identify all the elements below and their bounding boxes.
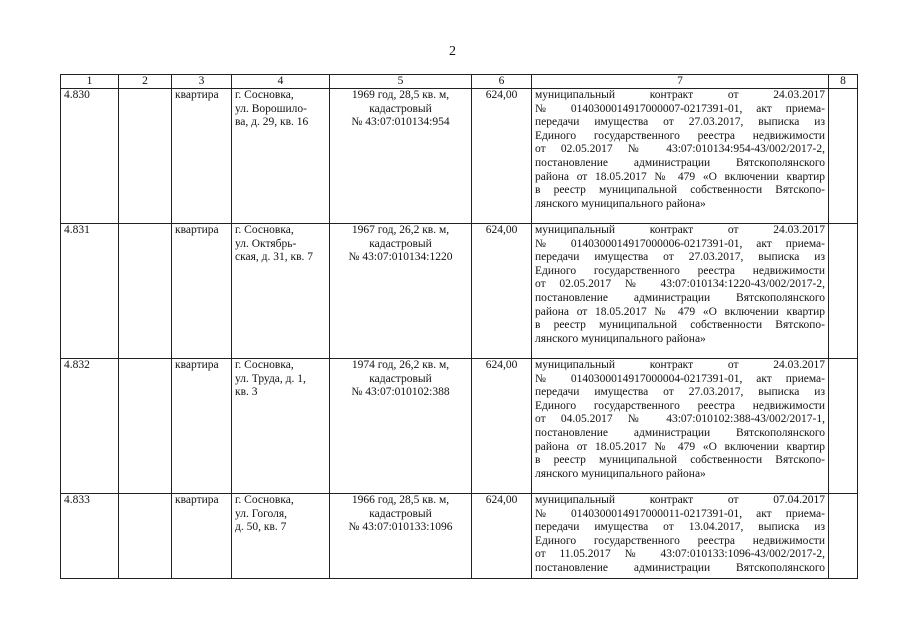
row-details xyxy=(330,224,472,359)
address-line: ва, д. 29, кв. 16 xyxy=(235,116,309,129)
details-line: № 43:07:010102:388 xyxy=(351,386,450,399)
row-details xyxy=(330,359,472,494)
details-line: кадастровый xyxy=(369,102,432,115)
details-line: кадастровый xyxy=(369,237,432,250)
details-line: 1969 год, 28,5 кв. м, xyxy=(351,89,450,101)
row-col2 xyxy=(119,494,172,579)
basis-line: № 0140300014917000006-0217391-01, акт приема- xyxy=(535,237,825,250)
basis-line: в реестр муниципальной собственности Вятскопо- xyxy=(535,184,825,197)
details-line: кадастровый xyxy=(369,507,432,520)
column-header-1: 1 xyxy=(61,75,119,89)
details-line: 1967 год, 26,2 кв. м, xyxy=(351,224,450,236)
table-row xyxy=(61,224,858,359)
row-type: квартира xyxy=(172,89,232,224)
row-address xyxy=(232,224,330,359)
column-header-4: 4 xyxy=(232,75,330,89)
row-basis xyxy=(532,89,829,224)
row-type: квартира xyxy=(172,494,232,579)
row-value: 624,00 xyxy=(472,359,532,494)
row-col2 xyxy=(119,224,172,359)
row-col8 xyxy=(829,359,858,494)
address-line: ул. Ворошило- xyxy=(235,102,307,115)
basis-line: постановление администрации Вятскополянского xyxy=(535,561,825,574)
row-col2 xyxy=(119,359,172,494)
details-line: № 43:07:010134:954 xyxy=(351,116,450,129)
row-number: 4.830 xyxy=(61,89,119,224)
row-col8 xyxy=(829,89,858,224)
page-number: 2 xyxy=(449,44,456,59)
property-registry-table xyxy=(60,74,858,579)
basis-line: района от 18.05.2017 № 479 «О включении квартир xyxy=(535,170,825,183)
address-line: д. 50, кв. 7 xyxy=(235,521,287,534)
basis-line: постановление администрации Вятскополянского xyxy=(535,426,825,439)
address-line: г. Сосновка, xyxy=(235,89,294,101)
row-details xyxy=(330,494,472,579)
row-address xyxy=(232,494,330,579)
basis-line: муниципальный контракт от 07.04.2017 xyxy=(535,494,825,506)
basis-line: района от 18.05.2017 № 479 «О включении квартир xyxy=(535,440,825,453)
table-row xyxy=(61,494,858,579)
basis-line: Единого государственного реестра недвижимости xyxy=(535,264,825,277)
address-line: ул. Труда, д. 1, xyxy=(235,372,306,385)
row-details xyxy=(330,89,472,224)
basis-line: постановление администрации Вятскополянского xyxy=(535,291,825,304)
details-line: № 43:07:010133:1096 xyxy=(348,521,453,534)
row-basis xyxy=(532,224,829,359)
basis-line: от 11.05.2017 № 43:07:010133:1096-43/002/2017-2, xyxy=(535,548,825,561)
address-line: г. Сосновка, xyxy=(235,224,294,236)
basis-line: передачи имущества от 27.03.2017, выписка из xyxy=(535,116,825,129)
basis-line: лянского муниципального района» xyxy=(535,197,706,210)
column-header-2: 2 xyxy=(119,75,172,89)
address-line: ул. Октябрь- xyxy=(235,237,297,250)
basis-line: № 0140300014917000007-0217391-01, акт приема- xyxy=(535,102,825,115)
details-line: 1974 год, 26,2 кв. м, xyxy=(351,359,450,371)
basis-line: от 04.05.2017 № 43:07:010102:388-43/002/2017-1, xyxy=(535,413,825,426)
column-header-6: 6 xyxy=(472,75,532,89)
address-line: г. Сосновка, xyxy=(235,359,294,371)
row-basis xyxy=(532,494,829,579)
column-number-row xyxy=(61,75,858,89)
basis-line: муниципальный контракт от 24.03.2017 xyxy=(535,224,825,236)
row-basis xyxy=(532,359,829,494)
table-row xyxy=(61,89,858,224)
row-type: квартира xyxy=(172,359,232,494)
column-header-5: 5 xyxy=(330,75,472,89)
basis-line: № 0140300014917000011-0217391-01, акт приема- xyxy=(535,507,825,520)
basis-line: передачи имущества от 27.03.2017, выписка из xyxy=(535,251,825,264)
column-header-3: 3 xyxy=(172,75,232,89)
basis-line: района от 18.05.2017 № 479 «О включении квартир xyxy=(535,305,825,318)
basis-line: от 02.05.2017 № 43:07:010134:1220-43/002/2017-2, xyxy=(535,278,825,291)
row-col8 xyxy=(829,224,858,359)
basis-line: муниципальный контракт от 24.03.2017 xyxy=(535,359,825,371)
row-value: 624,00 xyxy=(472,224,532,359)
basis-line: передачи имущества от 27.03.2017, выписка из xyxy=(535,386,825,399)
table-row xyxy=(61,359,858,494)
row-type: квартира xyxy=(172,224,232,359)
column-header-7: 7 xyxy=(532,75,829,89)
row-number: 4.832 xyxy=(61,359,119,494)
basis-line: постановление администрации Вятскополянского xyxy=(535,156,825,169)
basis-line: передачи имущества от 13.04.2017, выписка из xyxy=(535,521,825,534)
details-line: кадастровый xyxy=(369,372,432,385)
row-value: 624,00 xyxy=(472,494,532,579)
basis-line: лянского муниципального района» xyxy=(535,467,706,480)
details-line: № 43:07:010134:1220 xyxy=(348,251,453,264)
basis-line: Единого государственного реестра недвижимости xyxy=(535,534,825,547)
row-address xyxy=(232,359,330,494)
address-line: кв. 3 xyxy=(235,386,258,399)
basis-line: Единого государственного реестра недвижимости xyxy=(535,399,825,412)
basis-line: Единого государственного реестра недвижимости xyxy=(535,129,825,142)
basis-line: в реестр муниципальной собственности Вятскопо- xyxy=(535,454,825,467)
details-line: 1966 год, 28,5 кв. м, xyxy=(351,494,450,506)
basis-line: в реестр муниципальной собственности Вятскопо- xyxy=(535,319,825,332)
row-col8 xyxy=(829,494,858,579)
address-line: ул. Гоголя, xyxy=(235,507,288,520)
basis-line: муниципальный контракт от 24.03.2017 xyxy=(535,89,825,101)
row-address xyxy=(232,89,330,224)
row-number: 4.831 xyxy=(61,224,119,359)
row-col2 xyxy=(119,89,172,224)
address-line: ская, д. 31, кв. 7 xyxy=(235,251,314,264)
row-number: 4.833 xyxy=(61,494,119,579)
address-line: г. Сосновка, xyxy=(235,494,294,506)
basis-line: от 02.05.2017 № 43:07:010134:954-43/002/2017-2, xyxy=(535,143,825,156)
basis-line: лянского муниципального района» xyxy=(535,332,706,345)
row-value: 624,00 xyxy=(472,89,532,224)
basis-line: № 0140300014917000004-0217391-01, акт приема- xyxy=(535,372,825,385)
column-header-8: 8 xyxy=(829,75,858,89)
